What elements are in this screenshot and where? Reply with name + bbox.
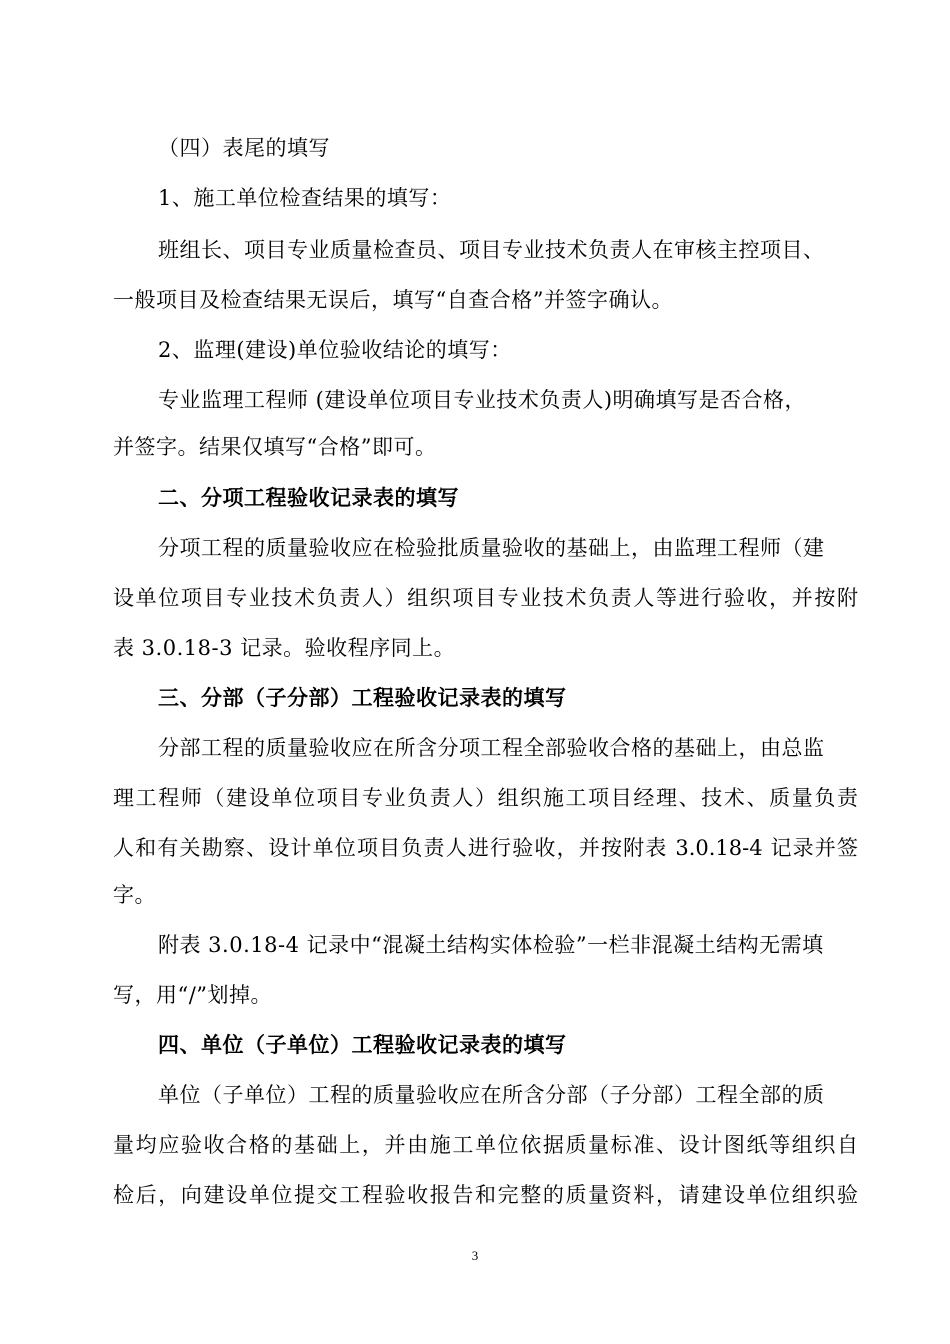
- paragraph-line: 设单位项目专业技术负责人）组织项目专业技术负责人等进行验收，并按附: [113, 586, 858, 610]
- paragraph-line: 分项工程的质量验收应在检验批质量验收的基础上，由监理工程师（建: [158, 536, 825, 560]
- page-number: 3: [471, 1248, 479, 1263]
- paragraph-line: 人和有关勘察、设计单位项目负责人进行验收，并按附表 3.0.18-4 记录并签: [113, 836, 858, 860]
- paragraph-line: 并签字。结果仅填写“合格”即可。: [113, 435, 437, 459]
- paragraph-line: 班组长、项目专业质量检查员、项目专业技术负责人在审核主控项目、: [158, 238, 825, 262]
- paragraph-line: 单位（子单位）工程的质量验收应在所含分部（子分部）工程全部的质: [158, 1083, 825, 1107]
- paragraph-line: 表 3.0.18-3 记录。验收程序同上。: [113, 636, 456, 660]
- subsection-heading: （四）表尾的填写: [158, 136, 330, 160]
- paragraph-line: 专业监理工程师 (建设单位项目专业技术负责人)明确填写是否合格，: [158, 388, 807, 412]
- paragraph-line: 附表 3.0.18-4 记录中“混凝土结构实体检验”一栏非混凝土结构无需填: [158, 933, 824, 957]
- section-heading: 三、分部（子分部）工程验收记录表的填写: [158, 685, 567, 710]
- paragraph-line: 量均应验收合格的基础上，并由施工单位依据质量标准、设计图纸等组织自: [113, 1133, 858, 1157]
- list-item-heading: 1、施工单位检查结果的填写：: [158, 186, 452, 210]
- paragraph-line: 一般项目及检查结果无误后，填写“自查合格”并签字确认。: [113, 288, 673, 312]
- paragraph-line: 检后，向建设单位提交工程验收报告和完整的质量资料，请建设单位组织验: [113, 1183, 858, 1207]
- paragraph-line: 写，用“/”划掉。: [113, 983, 273, 1007]
- section-heading: 二、分项工程验收记录表的填写: [158, 485, 459, 510]
- section-heading: 四、单位（子单位）工程验收记录表的填写: [158, 1032, 567, 1057]
- list-item-heading: 2、监理(建设)单位验收结论的填写：: [158, 338, 512, 362]
- paragraph-line: 字。: [113, 883, 156, 907]
- paragraph-line: 理工程师（建设单位项目专业负责人）组织施工项目经理、技术、质量负责: [113, 786, 858, 810]
- paragraph-line: 分部工程的质量验收应在所含分项工程全部验收合格的基础上，由总监: [158, 736, 825, 760]
